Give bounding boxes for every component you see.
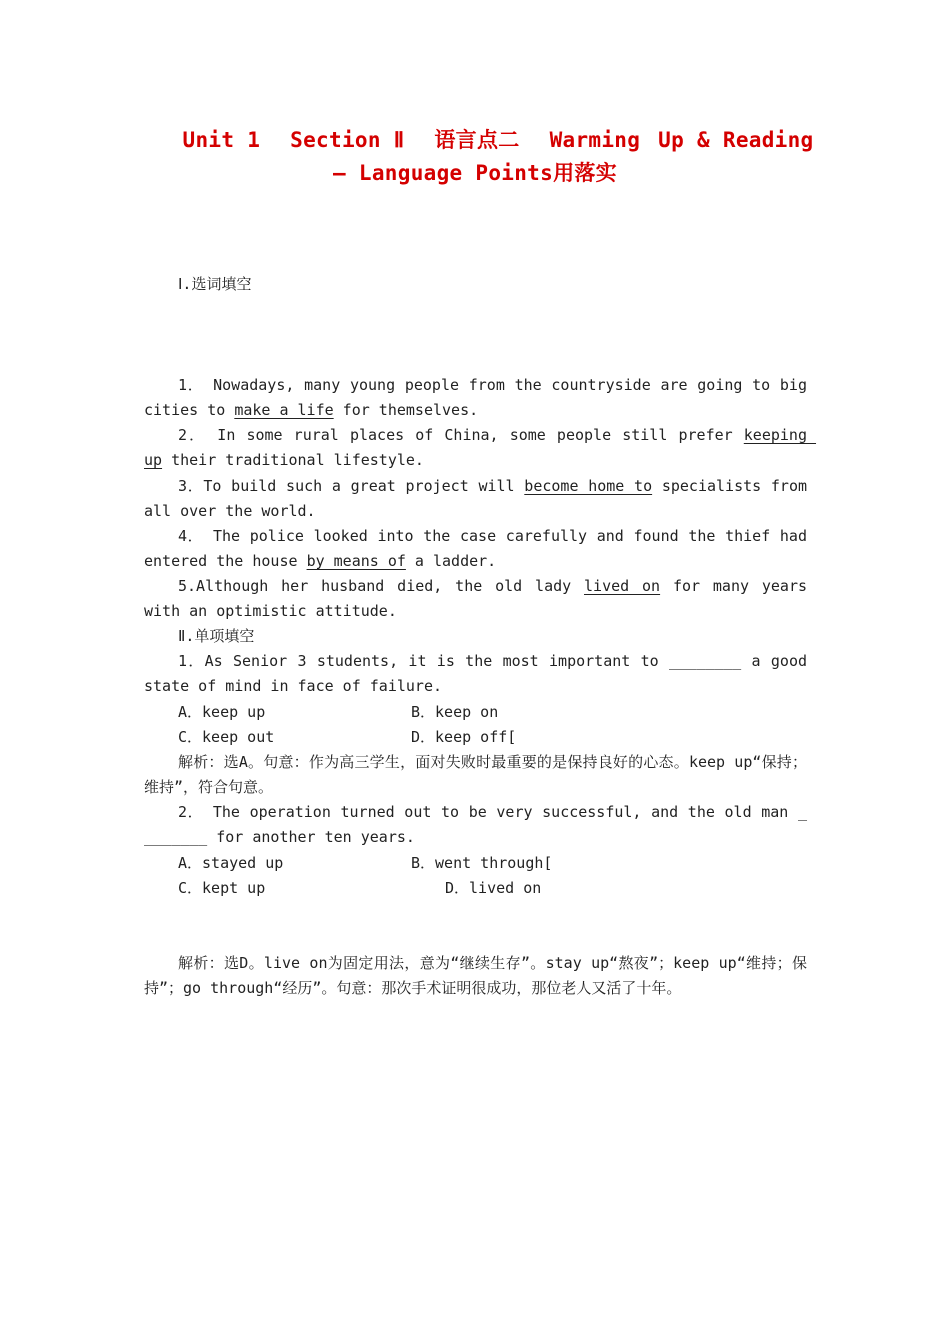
fill-item-2: 2． In some rural places of China, some people still prefer keeping up their traditional lifestyle. bbox=[144, 426, 817, 469]
document-title: Unit 1 Section Ⅱ 语言点二 Warming Up & Reading bbox=[182, 128, 814, 152]
q1-option-b: B．keep on bbox=[411, 703, 499, 721]
fill-item-5: 5.Although her husband died, the old lady lived on for many years with an optimistic attitude. bbox=[144, 577, 817, 620]
document-subtitle: — Language Points用落实 bbox=[333, 161, 617, 185]
fill-item-1: 1． Nowadays, many young people from the countryside are going to big cities to make a life for themselves. bbox=[144, 376, 817, 419]
q1-option-d: D．keep off[ bbox=[411, 728, 517, 746]
q2-option-d: D．lived on bbox=[445, 879, 542, 897]
q2-option-c: C．kept up bbox=[178, 879, 266, 897]
question-1-stem: 1．As Senior 3 students, it is the most important to ________ a good state of mind in face of failure. bbox=[144, 652, 817, 695]
q1-option-c: C．keep out bbox=[178, 728, 275, 746]
question-2-stem: 2． The operation turned out to be very successful, and the old man _ _______ for another ten years. bbox=[144, 803, 817, 846]
fill-item-3: 3．To build such a great project will become home to specialists from all over the world. bbox=[144, 477, 817, 520]
fill-item-4: 4． The police looked into the case carefully and found the thief had entered the house by means of a ladder. bbox=[144, 527, 817, 570]
q2-option-b: B．went through[ bbox=[411, 854, 553, 872]
section-heading-2: Ⅱ.单项填空 bbox=[178, 627, 255, 645]
q2-analysis: 解析：选D。live on为固定用法，意为“继续生存”。stay up“熬夜”；keep up“维持；保持”；go through“经历”。句意：那次手术证明很成功，那位老人又活了十年。 bbox=[144, 954, 807, 997]
q1-option-a: A．keep up bbox=[178, 703, 266, 721]
q2-option-a: A．stayed up bbox=[178, 854, 284, 872]
q1-analysis: 解析：选A。句意：作为高三学生，面对失败时最重要的是保持良好的心态。keep up“保持；维持”，符合句意。 bbox=[144, 753, 807, 796]
section-heading-1: Ⅰ.选词填空 bbox=[178, 275, 252, 293]
